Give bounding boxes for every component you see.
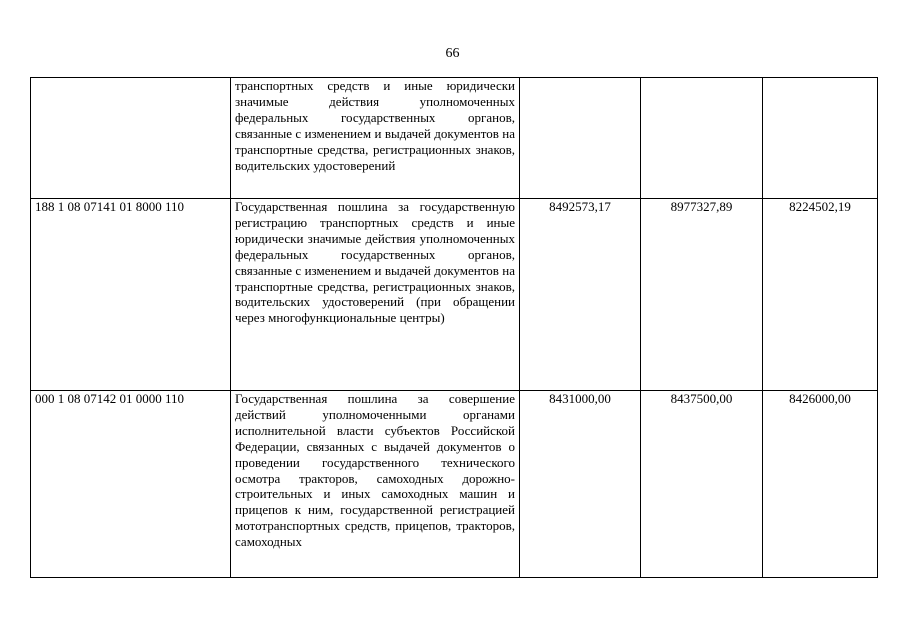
amount-year-1: 8492573,17 (520, 199, 641, 391)
budget-revenue-table (30, 77, 878, 578)
budget-classification-code (31, 78, 231, 199)
revenue-description: транспортных средств и иные юридически значимые действия уполномоченных федеральных государственных органов, связанные с изменением и выдачей документов на транспортные средства, регистрационных знаков, водительских удостоверений (231, 78, 520, 199)
revenue-description: Государственная пошлина за совершение действий уполномоченными органами исполнительной власти субъектов Российской Федерации, связанных с выдачей документов о проведении государственного технического осмотра тракторов, самоходных дорожно-строительных и иных самоходных машин и прицепов к ним, государственной регистрацией мототранспортных средств, прицепов, тракторов, самоходных (231, 391, 520, 578)
amount-year-3: 8224502,19 (763, 199, 878, 391)
table-row (31, 199, 878, 391)
budget-classification-code: 000 1 08 07142 01 0000 110 (31, 391, 231, 578)
amount-year-2 (641, 78, 763, 199)
amount-year-2: 8977327,89 (641, 199, 763, 391)
amount-year-3: 8426000,00 (763, 391, 878, 578)
amount-year-1: 8431000,00 (520, 391, 641, 578)
table-row (31, 78, 878, 199)
budget-classification-code: 188 1 08 07141 01 8000 110 (31, 199, 231, 391)
table-row (31, 391, 878, 578)
amount-year-3 (763, 78, 878, 199)
revenue-description: Государственная пошлина за государственную регистрацию транспортных средств и иные юридически значимые действия уполномоченных федеральных государственных органов, связанные с изменением и выдачей документов на транспортные средства, регистрационных знаков, водительских удостоверений (при обращении через многофункциональные центры) (231, 199, 520, 391)
page-number: 66 (445, 46, 460, 61)
amount-year-2: 8437500,00 (641, 391, 763, 578)
amount-year-1 (520, 78, 641, 199)
